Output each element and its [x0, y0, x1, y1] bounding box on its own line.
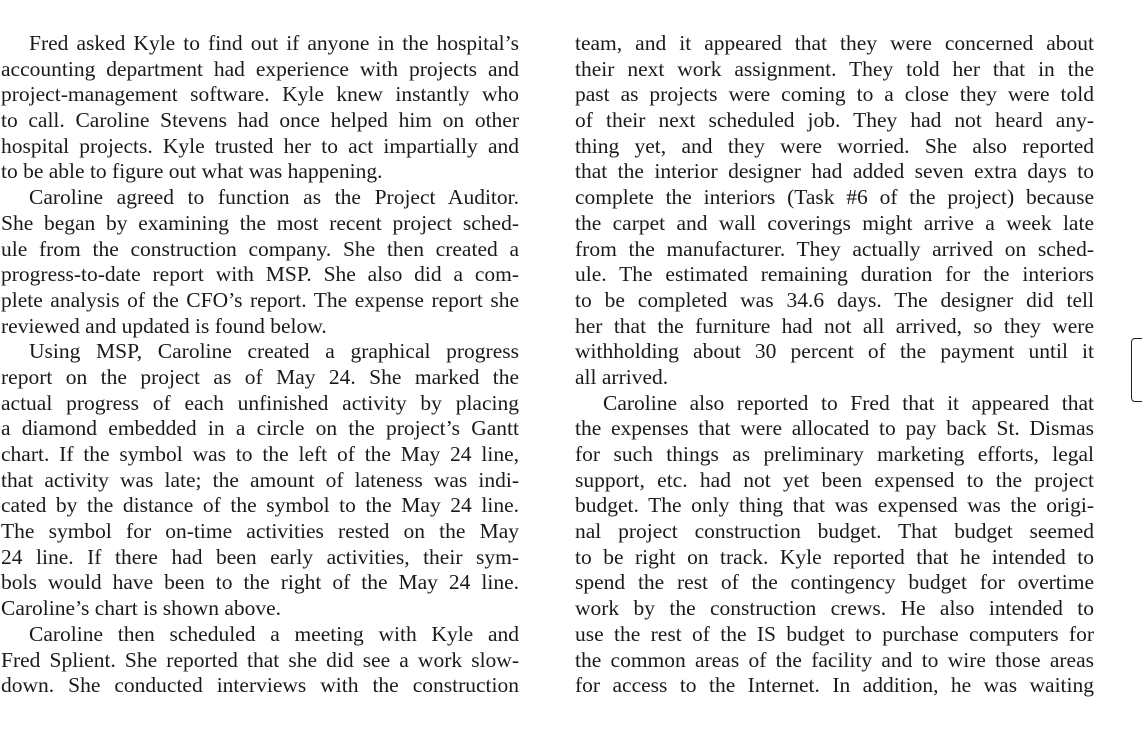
- text-line: ule. The estimated remaining duration for the interiors: [575, 262, 1094, 287]
- text-line: support, etc. had not yet been expensed to the project: [575, 467, 1094, 492]
- text-line: accounting department had experience with projects and: [1, 56, 519, 81]
- text-line: to call. Caroline Stevens had once helped him on other: [1, 108, 519, 133]
- text-line: nal project construction budget. That budget seemed: [575, 519, 1094, 544]
- text-line: withholding about 30 percent of the payment until it: [575, 339, 1094, 364]
- text-line: hospital projects. Kyle trusted her to act impartially and: [1, 133, 519, 158]
- text-line: Fred asked Kyle to find out if anyone in the hospital’s: [29, 31, 519, 55]
- text-line: the carpet and wall coverings might arrive a week late: [575, 210, 1094, 235]
- text-line: for access to the Internet. In addition, he was waiting: [575, 673, 1094, 698]
- text-line: She began by examining the most recent project sched-: [1, 210, 519, 235]
- text-line: cated by the distance of the symbol to the May 24 line.: [1, 493, 519, 518]
- text-line: complete the interiors (Task #6 of the project) because: [575, 185, 1094, 210]
- text-line: their next work assignment. They told her that in the: [575, 56, 1094, 81]
- text-line: bols would have been to the right of the May 24 line.: [1, 570, 519, 595]
- text-line: down. She conducted interviews with the construction: [1, 673, 519, 698]
- text-line: use the rest of the IS budget to purchase computers for: [575, 621, 1094, 646]
- text-line: team, and it appeared that they were concerned about: [575, 31, 1094, 55]
- text-line: Caroline agreed to function as the Project Auditor.: [29, 185, 519, 210]
- text-line: The symbol for on-time activities rested on the May: [1, 519, 519, 544]
- text-line: from the manufacturer. They actually arrived on sched-: [575, 236, 1094, 261]
- text-line: report on the project as of May 24. She marked the: [1, 364, 519, 389]
- text-line: actual progress of each unfinished activity by placing: [1, 390, 519, 415]
- text-line: Caroline also reported to Fred that it appeared that: [603, 390, 1094, 415]
- text-line: reviewed and updated is found below.: [1, 313, 327, 338]
- text-line: Caroline’s chart is shown above.: [1, 596, 282, 621]
- text-line: the common areas of the facility and to wire those areas: [575, 647, 1094, 672]
- text-line: Caroline then scheduled a meeting with Kyle and: [29, 621, 519, 646]
- right-text-column: [575, 31, 1094, 699]
- text-line: that activity was late; the amount of lateness was indi-: [1, 467, 519, 492]
- text-line: her that the furniture had not all arrived, so they were: [575, 313, 1094, 338]
- text-line: the expenses that were allocated to pay back St. Dismas: [575, 416, 1094, 441]
- text-line: spend the rest of the contingency budget for overtime: [575, 570, 1094, 595]
- left-text-column: [1, 31, 519, 699]
- text-line: of their next scheduled job. They had not heard any-: [575, 108, 1094, 133]
- text-line: progress-to-date report with MSP. She also did a com-: [1, 262, 519, 287]
- page-edge-tab: [1131, 338, 1142, 402]
- text-line: to be able to figure out what was happening.: [1, 159, 383, 184]
- text-line: plete analysis of the CFO’s report. The expense report she: [1, 287, 519, 312]
- text-line: to be right on track. Kyle reported that he intended to: [575, 544, 1094, 569]
- text-line: past as projects were coming to a close they were told: [575, 82, 1094, 107]
- text-line: Using MSP, Caroline created a graphical progress: [29, 339, 519, 364]
- text-line: Fred Splient. She reported that she did see a work slow-: [1, 647, 519, 672]
- text-line: work by the construction crews. He also intended to: [575, 596, 1094, 621]
- text-line: all arrived.: [575, 364, 669, 389]
- text-line: 24 line. If there had been early activities, their sym-: [1, 544, 519, 569]
- text-line: for such things as preliminary marketing efforts, legal: [575, 442, 1094, 466]
- text-line: budget. The only thing that was expensed was the origi-: [575, 493, 1094, 518]
- text-line: thing yet, and they were worried. She also reported: [575, 133, 1094, 158]
- text-line: project-management software. Kyle knew instantly who: [1, 82, 519, 107]
- text-line: ule from the construction company. She then created a: [1, 236, 519, 261]
- text-line: a diamond embedded in a circle on the project’s Gantt: [1, 416, 519, 441]
- text-line: to be completed was 34.6 days. The designer did tell: [575, 287, 1094, 312]
- text-line: that the interior designer had added seven extra days to: [575, 159, 1094, 184]
- text-line: chart. If the symbol was to the left of the May 24 line,: [1, 442, 519, 466]
